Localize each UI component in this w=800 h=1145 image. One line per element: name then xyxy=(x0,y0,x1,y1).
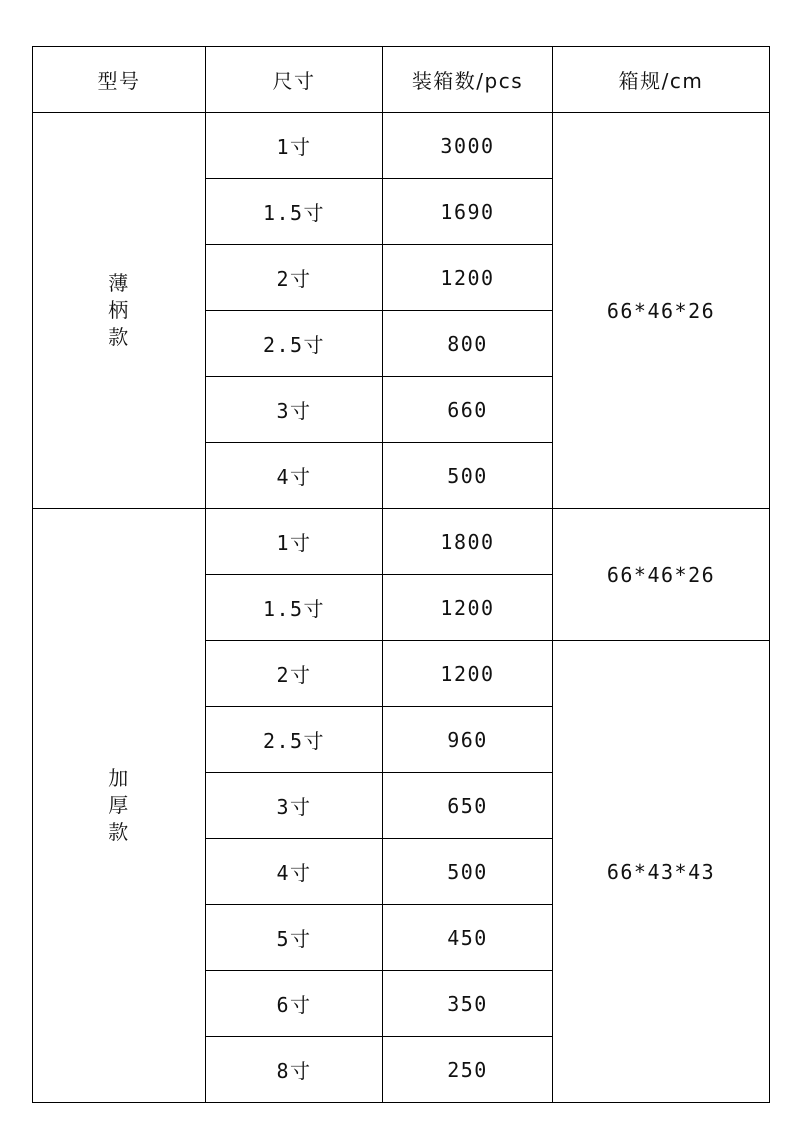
qty-cell: 1800 xyxy=(383,509,553,575)
qty-cell: 1200 xyxy=(383,641,553,707)
size-cell: 5寸 xyxy=(206,905,383,971)
header-size: 尺寸 xyxy=(206,47,383,113)
size-cell: 1.5寸 xyxy=(206,575,383,641)
packing-spec-table xyxy=(32,46,770,1103)
table-row xyxy=(33,509,770,575)
size-cell: 6寸 xyxy=(206,971,383,1037)
qty-cell: 1200 xyxy=(383,245,553,311)
qty-cell: 960 xyxy=(383,707,553,773)
header-qty: 装箱数/pcs xyxy=(383,47,553,113)
size-cell: 1寸 xyxy=(206,113,383,179)
size-cell: 1.5寸 xyxy=(206,179,383,245)
header-carton: 箱规/cm xyxy=(553,47,770,113)
size-cell: 4寸 xyxy=(206,839,383,905)
size-cell: 8寸 xyxy=(206,1037,383,1103)
qty-cell: 1690 xyxy=(383,179,553,245)
size-cell: 3寸 xyxy=(206,773,383,839)
carton-cell: 66*46*26 xyxy=(553,113,770,509)
carton-cell: 66*46*26 xyxy=(553,509,770,641)
qty-cell: 250 xyxy=(383,1037,553,1103)
qty-cell: 450 xyxy=(383,905,553,971)
size-cell: 2寸 xyxy=(206,641,383,707)
size-cell: 2.5寸 xyxy=(206,707,383,773)
carton-cell: 66*43*43 xyxy=(553,641,770,1103)
size-cell: 2.5寸 xyxy=(206,311,383,377)
qty-cell: 1200 xyxy=(383,575,553,641)
qty-cell: 650 xyxy=(383,773,553,839)
qty-cell: 800 xyxy=(383,311,553,377)
header-row xyxy=(33,47,770,113)
qty-cell: 500 xyxy=(383,443,553,509)
table-row xyxy=(33,113,770,179)
model-cell-thin: 薄柄款 xyxy=(33,113,206,509)
size-cell: 1寸 xyxy=(206,509,383,575)
qty-cell: 660 xyxy=(383,377,553,443)
qty-cell: 350 xyxy=(383,971,553,1037)
qty-cell: 500 xyxy=(383,839,553,905)
qty-cell: 3000 xyxy=(383,113,553,179)
size-cell: 4寸 xyxy=(206,443,383,509)
size-cell: 3寸 xyxy=(206,377,383,443)
model-cell-thick: 加厚款 xyxy=(33,509,206,1103)
header-model: 型号 xyxy=(33,47,206,113)
size-cell: 2寸 xyxy=(206,245,383,311)
